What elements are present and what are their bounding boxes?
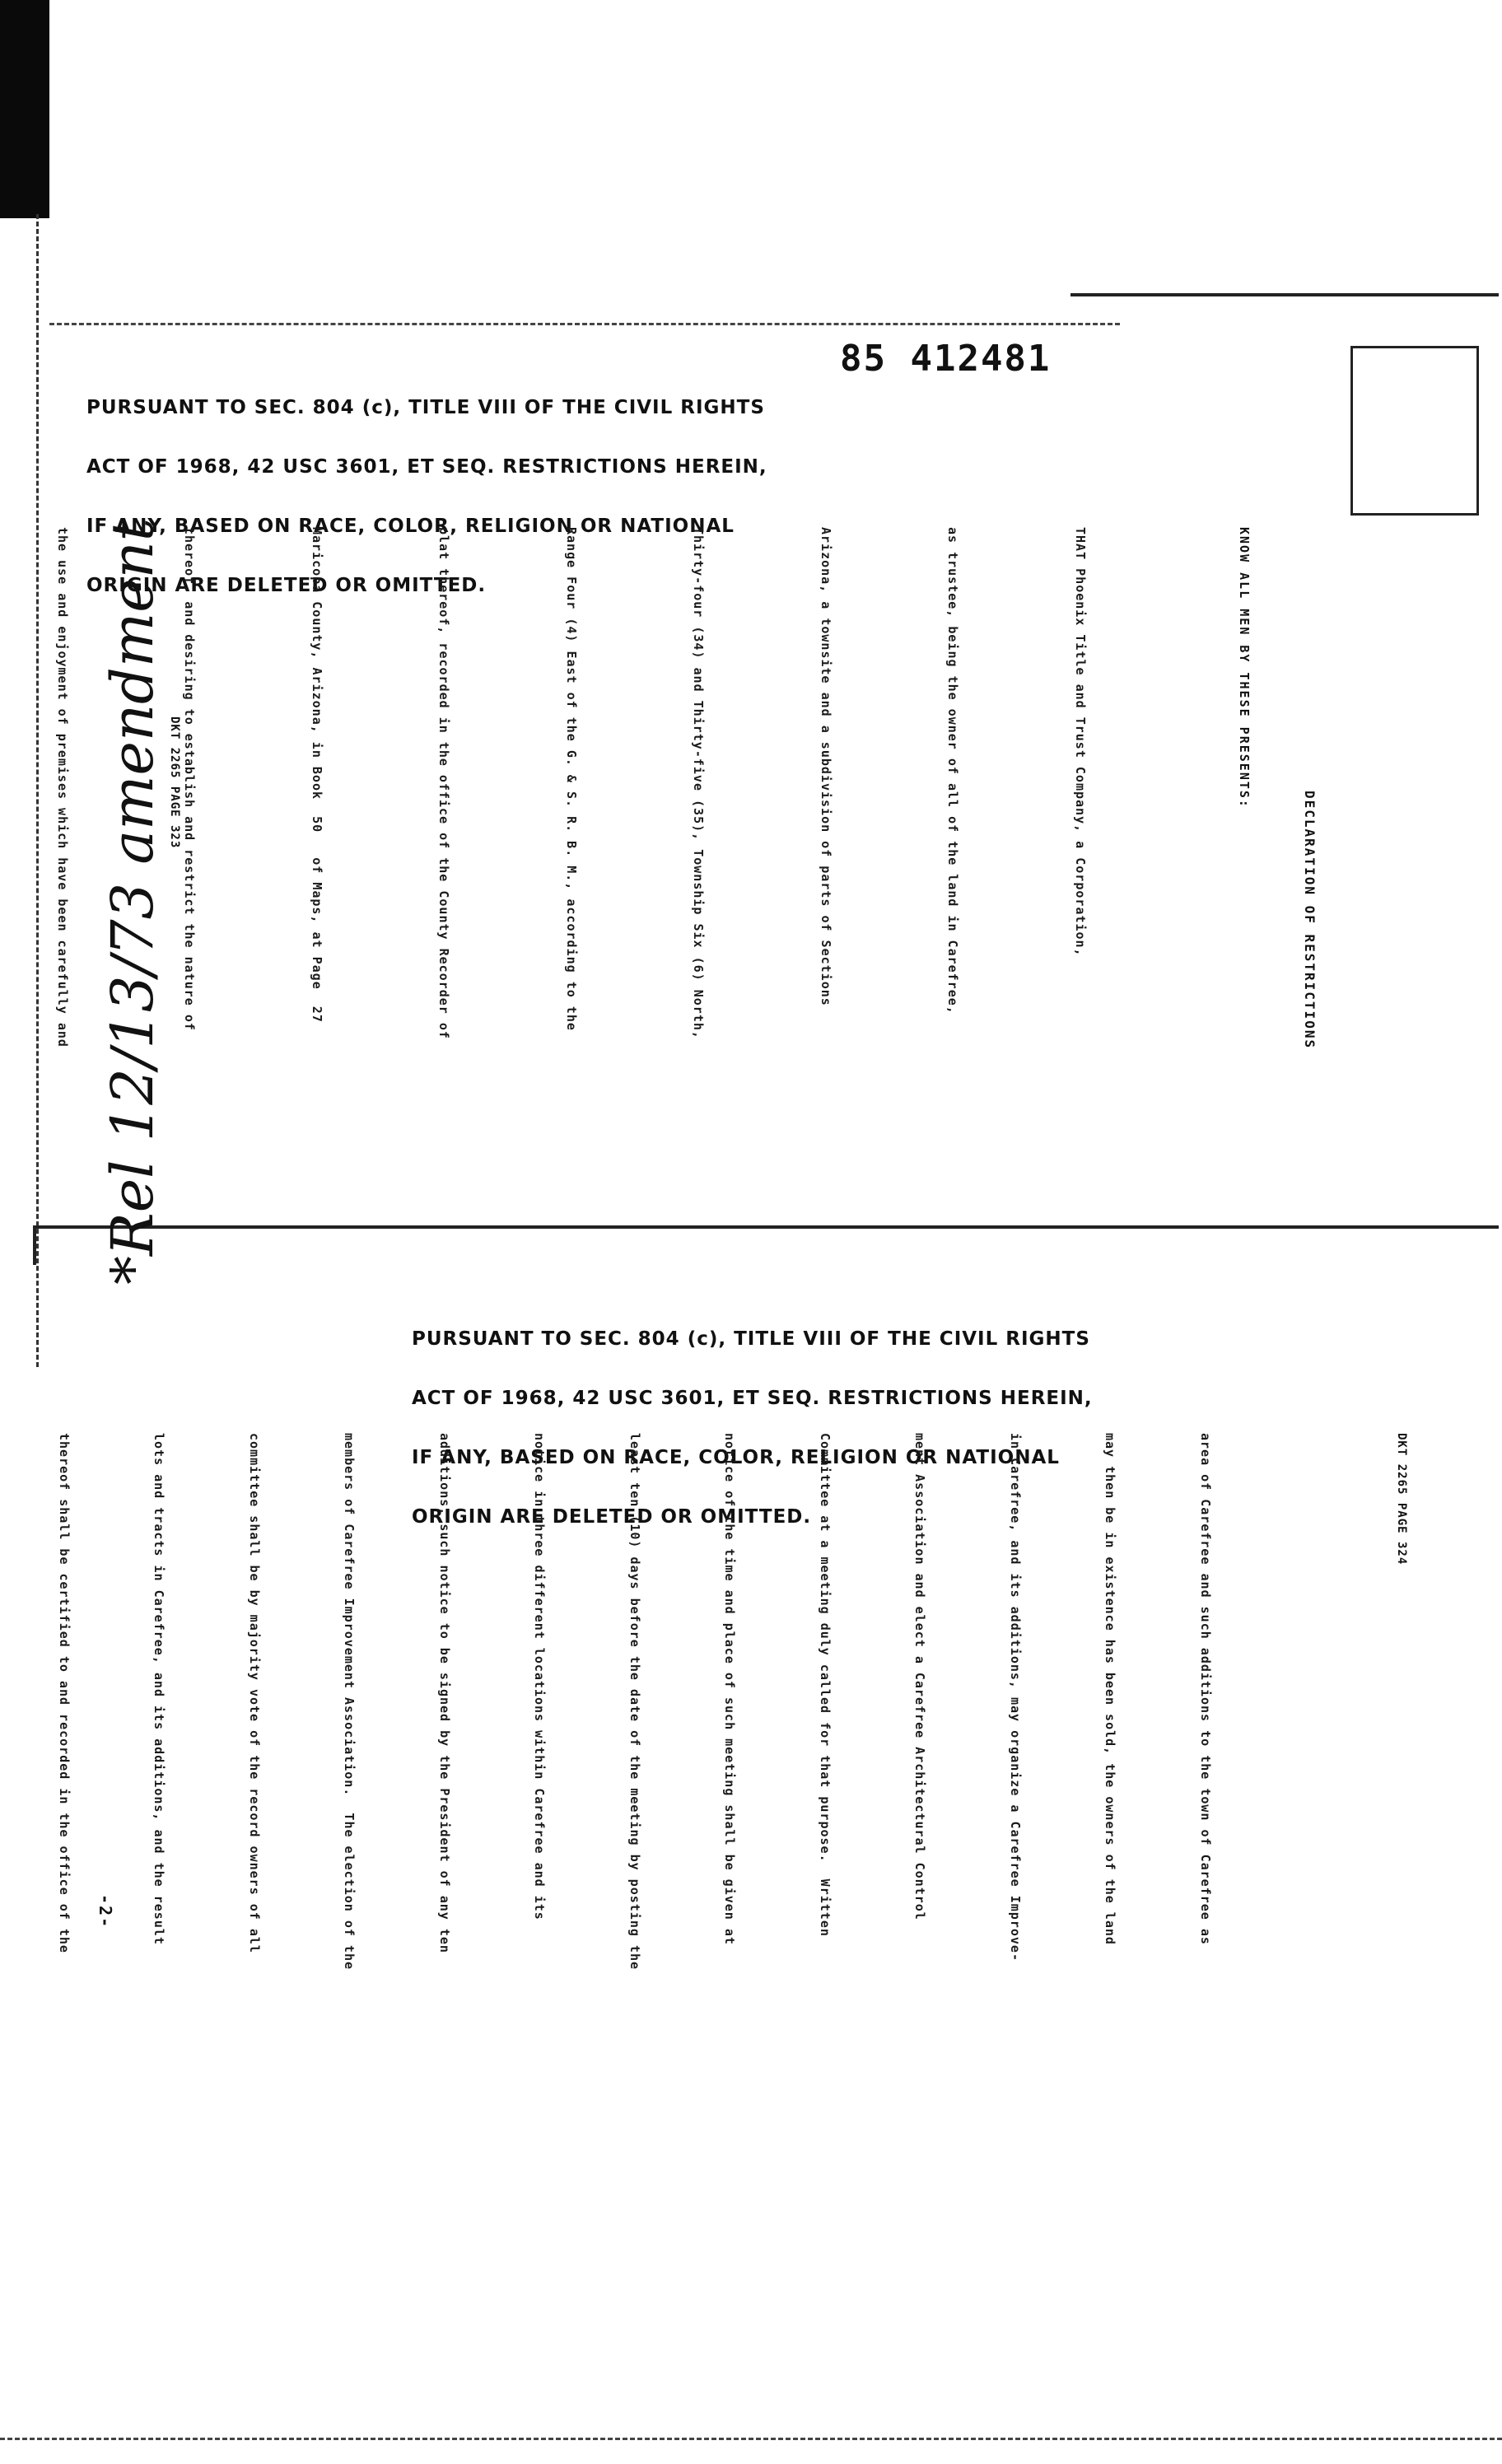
body-line: lots and tracts in Carefree, and its additions, and the result: [152, 1433, 167, 1945]
notice-line: IF ANY, BASED ON RACE, COLOR, RELIGION OR NATIONAL: [412, 1447, 1060, 1468]
page-divider-corner: [33, 1225, 36, 1265]
body-line: Maricopa County, Arizona, in Book 50 of Maps, at Page 27: [310, 527, 324, 1023]
body-line: members of Carefree Improvement Association. The election of the: [342, 1433, 357, 1970]
notice-line: ACT OF 1968, 42 USC 3601, ET SEQ. RESTRICTIONS HEREIN,: [86, 456, 767, 478]
document-title: DECLARATION OF RESTRICTIONS: [1302, 791, 1318, 1050]
body-line: as trustee, being the owner of all of the land in Carefree,: [945, 527, 961, 1015]
body-line: in Carefree, and its additions, may organize a Carefree Improve-: [1008, 1433, 1023, 1962]
docket-page-1: DKT 2265 PAGE 323: [168, 716, 181, 849]
body-line: Arizona, a townsite and a subdivision of parts of Sections: [819, 527, 833, 1006]
body-line: least ten (10) days before the date of the meeting by posting the: [627, 1433, 642, 1970]
body-line: Range Four (4) East of the G. & S. R. B. M., according to the: [564, 527, 579, 1031]
body-line: the use and enjoyment of premises which have been carefully and: [55, 527, 70, 1048]
body-line: ment Association and elect a Carefree Architectural Control: [912, 1433, 928, 1920]
body-line: committee shall be by majority vote of the record owners of all: [247, 1433, 262, 1953]
body-line: notice in three different locations within Carefree and its: [532, 1433, 548, 1920]
notice-line: PURSUANT TO SEC. 804 (c), TITLE VIII OF THE CIVIL RIGHTS: [412, 1328, 1090, 1350]
body-line: area of Carefree and such additions to the town of Carefree as: [1198, 1433, 1213, 1945]
scan-bottom-dash-line: [0, 2438, 1502, 2440]
docket-page-2: DKT 2265 PAGE 324: [1395, 1433, 1408, 1566]
body-line: notice of the time and place of such meeting shall be given at: [722, 1433, 738, 1945]
notice-line: PURSUANT TO SEC. 804 (c), TITLE VIII OF THE CIVIL RIGHTS: [86, 397, 765, 418]
body-line: THAT Phoenix Title and Trust Company, a Corporation,: [1073, 527, 1088, 957]
page-1-body: [0, 527, 1186, 1202]
body-line: thereof shall be certified to and recorded in the office of the: [57, 1433, 72, 1953]
recorder-stamp-box: [1350, 346, 1479, 516]
body-line: Committee at a meeting duly called for that purpose. Written: [818, 1433, 833, 1937]
body-line: plat thereof, recorded in the office of the County Recorder of: [436, 527, 452, 1039]
scan-top-dash-line: [49, 323, 1120, 325]
page-number: -2-: [96, 1894, 115, 1930]
notice-line: ORIGIN ARE DELETED OR OMITTED.: [412, 1506, 812, 1528]
notice-line: ACT OF 1968, 42 USC 3601, ET SEQ. RESTRICTIONS HEREIN,: [412, 1388, 1093, 1409]
scan-black-bar: [0, 0, 49, 218]
notice-line: ORIGIN ARE DELETED OR OMITTED.: [86, 575, 487, 596]
body-line: Thirty-four (34) and Thirty-five (35), Township Six (6) North,: [691, 527, 707, 1039]
page-divider-line: [33, 1225, 1499, 1229]
body-line: thereof, and desiring to establish and restrict the nature of: [182, 527, 198, 1031]
body-line: may then be in existence has been sold, the owners of the land: [1103, 1433, 1118, 1945]
body-line: additions, such notice to be signed by the President of any ten: [437, 1433, 452, 1953]
notice-line: IF ANY, BASED ON RACE, COLOR, RELIGION OR NATIONAL: [86, 516, 735, 537]
page-2-body: [0, 1433, 1285, 2108]
document-number: 85 412481: [840, 338, 1052, 380]
salutation: KNOW ALL MEN BY THESE PRESENTS:: [1237, 527, 1252, 809]
handwritten-note: *Rel 12/13/73 amendment: [99, 518, 166, 1285]
scan-top-right-line: [1071, 293, 1499, 296]
